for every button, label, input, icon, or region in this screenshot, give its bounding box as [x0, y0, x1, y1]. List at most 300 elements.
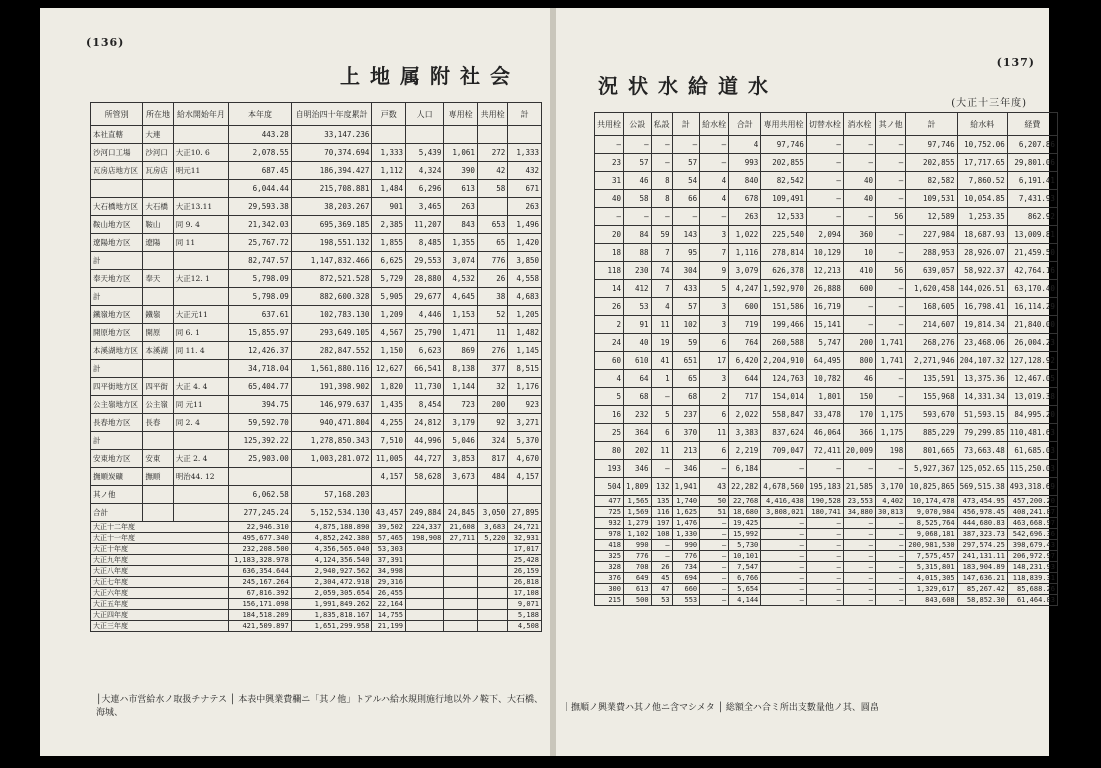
table-row	[595, 442, 1058, 460]
table-row	[91, 180, 542, 198]
table-cell: 869	[444, 342, 478, 360]
table-cell: 1,435	[372, 396, 406, 414]
column-header: 消水栓	[843, 113, 875, 136]
table-cell: —	[624, 208, 652, 226]
table-cell: 8,454	[406, 396, 444, 414]
table-cell: 263	[508, 198, 542, 216]
table-cell	[406, 544, 444, 555]
table-cell: 1,329,617	[906, 584, 957, 595]
table-cell: 25,767.72	[229, 234, 292, 252]
table-cell: —	[700, 584, 729, 595]
table-cell: 901	[372, 198, 406, 216]
table-cell: 60	[595, 352, 624, 370]
table-cell: 408,241.87	[1007, 507, 1057, 518]
table-cell: —	[806, 190, 843, 208]
table-cell: 184,518.209	[229, 610, 292, 621]
table-cell: 7,860.52	[957, 172, 1007, 190]
column-header: 計	[508, 103, 542, 126]
table-cell: 1,561,880.116	[291, 360, 372, 378]
year-row	[595, 584, 1058, 595]
table-cell: 5,315,801	[906, 562, 957, 573]
table-cell: 26,455	[372, 588, 406, 599]
table-cell: 3,170	[875, 478, 905, 496]
year-label: 大正十一年度	[91, 533, 229, 544]
table-cell: 288,953	[906, 244, 957, 262]
table-cell: 249,884	[406, 504, 444, 522]
table-cell: 542,696.36	[1007, 529, 1057, 540]
table-cell: 59	[672, 334, 700, 352]
table-cell: 85,688.26	[1007, 584, 1057, 595]
table-cell: —	[875, 540, 905, 551]
table-cell: 大石橋	[143, 198, 173, 216]
table-cell: 8	[651, 172, 672, 190]
table-cell: 4,683	[508, 288, 542, 306]
column-header: 共用栓	[477, 103, 507, 126]
table-cell: 186,394.427	[291, 162, 372, 180]
table-cell	[444, 577, 478, 588]
column-header: 自明治四十年度累計	[291, 103, 372, 126]
table-row	[595, 460, 1058, 478]
table-cell: 190,528	[806, 496, 843, 507]
year-row	[91, 577, 542, 588]
column-header: 人口	[406, 103, 444, 126]
table-cell: 364	[624, 424, 652, 442]
table-cell	[444, 599, 478, 610]
table-cell: 8,515	[508, 360, 542, 378]
table-cell: 16,798.41	[957, 298, 1007, 316]
page-title: 上地属附社会	[340, 64, 520, 88]
table-cell	[173, 126, 228, 144]
table-cell: 272	[477, 144, 507, 162]
table-cell: 432	[508, 162, 542, 180]
table-cell: 5	[595, 388, 624, 406]
table-cell: 21,840.00	[1007, 316, 1057, 334]
table-cell: 3	[700, 226, 729, 244]
table-cell: 263	[729, 208, 761, 226]
table-cell: 計	[91, 252, 143, 270]
table-cell: —	[806, 584, 843, 595]
table-cell: 1,801	[806, 388, 843, 406]
year-row	[595, 595, 1058, 606]
year-row	[91, 610, 542, 621]
table-cell: 43	[700, 478, 729, 496]
column-header: 給水料	[957, 113, 1007, 136]
table-cell: 6,062.58	[229, 486, 292, 504]
table-cell	[173, 288, 228, 306]
table-cell: 74	[651, 262, 672, 280]
table-cell: 1,278,850.343	[291, 432, 372, 450]
footnote: │大連ハ市営給水ノ取扱チナテス │ 本表中興業費欄ニ「其ノ他」トアルハ給水規則施行地以外ノ鞍下、大石橋、海城、	[96, 695, 543, 718]
table-cell	[477, 126, 507, 144]
table-cell: 21,342.03	[229, 216, 292, 234]
table-cell: 58	[624, 190, 652, 208]
table-cell: —	[700, 518, 729, 529]
table-cell: 16,719	[806, 298, 843, 316]
table-cell: —	[700, 551, 729, 562]
water-supply-table-right	[594, 112, 1058, 606]
table-cell	[291, 468, 372, 486]
table-cell: —	[875, 573, 905, 584]
table-cell: 85,267.42	[957, 584, 1007, 595]
table-cell: 639,057	[906, 262, 957, 280]
table-cell: 843	[444, 216, 478, 234]
table-row	[91, 126, 542, 144]
table-cell: 50	[700, 496, 729, 507]
table-cell: 170	[843, 406, 875, 424]
table-cell: 694	[672, 573, 700, 584]
table-cell: —	[875, 280, 905, 298]
table-cell: 4,247	[729, 280, 761, 298]
table-cell: —	[875, 154, 905, 172]
table-cell: 70,374.694	[291, 144, 372, 162]
table-cell: 4,670	[508, 450, 542, 468]
table-cell: 26	[651, 562, 672, 573]
table-cell: 278,814	[761, 244, 807, 262]
table-cell: 300	[595, 584, 624, 595]
table-cell: 59	[651, 226, 672, 244]
year-row	[595, 518, 1058, 529]
table-cell: 118,839.31	[1007, 573, 1057, 584]
table-cell: 安東	[143, 450, 173, 468]
table-cell: 56	[875, 208, 905, 226]
table-cell: 9	[700, 262, 729, 280]
table-cell: 108	[651, 529, 672, 540]
table-cell: 102,783.130	[291, 306, 372, 324]
table-cell: 29,553	[406, 252, 444, 270]
table-cell: —	[806, 208, 843, 226]
table-cell: 127,128.92	[1007, 352, 1057, 370]
table-cell: 214,607	[906, 316, 957, 334]
table-header-row	[595, 113, 1058, 136]
table-cell: 53,303	[372, 544, 406, 555]
table-cell	[173, 360, 228, 378]
table-row	[91, 162, 542, 180]
table-cell: 95	[672, 244, 700, 262]
table-cell: 990	[672, 540, 700, 551]
table-cell: 109,491	[761, 190, 807, 208]
table-cell: 5,370	[508, 432, 542, 450]
year-row	[91, 533, 542, 544]
table-cell	[372, 126, 406, 144]
table-cell: —	[651, 388, 672, 406]
table-cell: 6,184	[729, 460, 761, 478]
table-cell: 12,426.37	[229, 342, 292, 360]
table-cell: —	[651, 540, 672, 551]
table-cell: 484	[477, 468, 507, 486]
table-cell: 4,255	[372, 414, 406, 432]
table-cell: 其ノ他	[91, 486, 143, 504]
table-cell: 大正13.11	[173, 198, 228, 216]
table-cell: 10,101	[729, 551, 761, 562]
table-cell: 6,766	[729, 573, 761, 584]
table-cell: 15,855.97	[229, 324, 292, 342]
table-cell: 11	[700, 424, 729, 442]
table-cell: —	[806, 573, 843, 584]
table-row	[91, 414, 542, 432]
table-cell: 200	[477, 396, 507, 414]
table-cell: 44,727	[406, 450, 444, 468]
table-cell: 58,628	[406, 468, 444, 486]
table-cell: 263	[444, 198, 478, 216]
table-cell: 51	[700, 507, 729, 518]
table-cell: 200	[843, 334, 875, 352]
table-cell: 1,651,299.958	[291, 621, 372, 632]
table-cell: —	[843, 529, 875, 540]
table-cell: 58,852.30	[957, 595, 1007, 606]
table-cell: 26	[595, 298, 624, 316]
table-cell	[143, 504, 173, 522]
year-row	[91, 599, 542, 610]
table-cell: —	[651, 208, 672, 226]
table-cell: 22,946.310	[229, 522, 292, 533]
table-cell: 110,481.63	[1007, 424, 1057, 442]
table-cell: —	[672, 208, 700, 226]
table-cell: 57	[672, 154, 700, 172]
table-row	[595, 172, 1058, 190]
table-cell: 200,981,530	[906, 540, 957, 551]
table-cell: 10	[843, 244, 875, 262]
table-cell: 671	[508, 180, 542, 198]
table-cell: 17,108	[508, 588, 542, 599]
fiscal-year-label: (大正十三年度)	[951, 98, 1027, 109]
table-cell: 88	[624, 244, 652, 262]
table-cell: 3	[700, 298, 729, 316]
table-cell	[477, 610, 507, 621]
table-cell: 同 11. 4	[173, 342, 228, 360]
table-row	[91, 378, 542, 396]
table-cell: 12,213	[806, 262, 843, 280]
table-cell	[143, 360, 173, 378]
table-cell: 1,809	[624, 478, 652, 496]
table-cell: 計	[91, 432, 143, 450]
table-cell: 155,968	[906, 388, 957, 406]
table-cell: 29,677	[406, 288, 444, 306]
table-cell: 4	[651, 298, 672, 316]
table-cell: 1,175	[875, 424, 905, 442]
table-cell: 23,553	[843, 496, 875, 507]
table-cell: 5,188	[508, 610, 542, 621]
table-row	[595, 352, 1058, 370]
table-cell: 4,416,438	[761, 496, 807, 507]
table-cell: 215	[595, 595, 624, 606]
table-cell: 412	[624, 280, 652, 298]
table-cell: 12,467.05	[1007, 370, 1057, 388]
table-cell: 1,855	[372, 234, 406, 252]
table-cell: 3,074	[444, 252, 478, 270]
table-cell: —	[651, 136, 672, 154]
table-row	[91, 468, 542, 486]
table-cell: 4,875,188.890	[291, 522, 372, 533]
table-cell: 68	[624, 388, 652, 406]
table-cell: —	[843, 584, 875, 595]
table-cell: 2,022	[729, 406, 761, 424]
table-cell: 11	[651, 442, 672, 460]
table-cell: 同 11	[173, 234, 228, 252]
table-cell: 23	[595, 154, 624, 172]
table-cell: 346	[624, 460, 652, 478]
year-row	[595, 562, 1058, 573]
table-cell: 65	[672, 370, 700, 388]
table-cell: 800	[843, 352, 875, 370]
table-cell: 30,813	[875, 507, 905, 518]
table-cell: 7	[651, 244, 672, 262]
table-cell: 40	[595, 190, 624, 208]
table-cell: 4,567	[372, 324, 406, 342]
table-cell: 8,525,764	[906, 518, 957, 529]
table-row	[595, 136, 1058, 154]
table-cell: —	[761, 573, 807, 584]
table-cell: 13,009.81	[1007, 226, 1057, 244]
table-cell: 3,179	[444, 414, 478, 432]
table-cell: —	[595, 136, 624, 154]
table-cell	[173, 504, 228, 522]
table-cell: 1,835,818.167	[291, 610, 372, 621]
table-cell: 安東地方区	[91, 450, 143, 468]
year-label: 大正四年度	[91, 610, 229, 621]
table-row	[595, 226, 1058, 244]
table-cell: 撫順炭礦	[91, 468, 143, 486]
table-cell: 224,337	[406, 522, 444, 533]
table-cell	[477, 566, 507, 577]
table-row	[595, 154, 1058, 172]
table-cell: 6,623	[406, 342, 444, 360]
column-header: 合計	[729, 113, 761, 136]
table-cell: 215,708.881	[291, 180, 372, 198]
table-cell: 38,203.267	[291, 198, 372, 216]
table-cell: 1,183,328.978	[229, 555, 292, 566]
table-cell: 54	[672, 172, 700, 190]
table-cell	[477, 588, 507, 599]
table-cell	[143, 180, 173, 198]
table-cell: 26,818	[508, 577, 542, 588]
table-row	[595, 388, 1058, 406]
table-cell: 1,471	[444, 324, 478, 342]
table-cell: 1,176	[508, 378, 542, 396]
table-cell: —	[806, 460, 843, 478]
table-cell: 長春	[143, 414, 173, 432]
table-cell: 3,808,021	[761, 507, 807, 518]
table-cell: 同 2. 4	[173, 414, 228, 432]
table-cell	[173, 432, 228, 450]
table-row	[595, 424, 1058, 442]
table-cell: 29,801.06	[1007, 154, 1057, 172]
table-cell: 24,721	[508, 522, 542, 533]
table-cell: 801,665	[906, 442, 957, 460]
table-cell: 大正 4. 4	[173, 378, 228, 396]
table-cell: 6,625	[372, 252, 406, 270]
table-cell: 公主嶺	[143, 396, 173, 414]
table-cell: 45	[651, 573, 672, 584]
table-cell: —	[875, 370, 905, 388]
table-row	[91, 396, 542, 414]
table-cell: 大石橋地方区	[91, 198, 143, 216]
table-cell: 2,304,472.918	[291, 577, 372, 588]
table-cell	[173, 486, 228, 504]
table-cell: 410	[843, 262, 875, 280]
table-cell: 79,299.85	[957, 424, 1007, 442]
table-cell: 5	[651, 406, 672, 424]
table-cell: 17,017	[508, 544, 542, 555]
table-cell: —	[651, 460, 672, 478]
table-cell: 6,044.44	[229, 180, 292, 198]
table-cell: 5,747	[806, 334, 843, 352]
table-cell: 17	[700, 352, 729, 370]
table-cell: 5,905	[372, 288, 406, 306]
table-cell: 53	[624, 298, 652, 316]
table-cell: —	[843, 518, 875, 529]
table-cell: 34,718.04	[229, 360, 292, 378]
table-cell: 124,763	[761, 370, 807, 388]
table-cell: 193	[595, 460, 624, 478]
table-cell: 奉天	[143, 270, 173, 288]
table-cell: 1,205	[508, 306, 542, 324]
table-cell: 53	[651, 595, 672, 606]
table-cell: 11,730	[406, 378, 444, 396]
table-cell: 19	[651, 334, 672, 352]
table-cell: 6	[700, 442, 729, 460]
table-cell: 241,131.11	[957, 551, 1007, 562]
table-cell: 118	[595, 262, 624, 280]
table-cell: 4	[729, 136, 761, 154]
table-cell: 9,070,984	[906, 507, 957, 518]
table-cell: 25,428	[508, 555, 542, 566]
table-cell: 4,678,560	[761, 478, 807, 496]
table-cell: 10,825,865	[906, 478, 957, 496]
table-cell: —	[806, 529, 843, 540]
table-cell: —	[843, 573, 875, 584]
table-cell: 21,199	[372, 621, 406, 632]
table-cell: 613	[624, 584, 652, 595]
table-cell: 12,627	[372, 360, 406, 378]
table-cell	[406, 126, 444, 144]
table-cell: 20	[595, 226, 624, 244]
table-cell: 2,385	[372, 216, 406, 234]
table-cell: 146,979.637	[291, 396, 372, 414]
table-cell: —	[843, 316, 875, 334]
table-cell: 644	[729, 370, 761, 388]
table-cell: 653	[477, 216, 507, 234]
table-cell: 鐵嶺地方区	[91, 306, 143, 324]
table-cell: 3,850	[508, 252, 542, 270]
table-row	[595, 334, 1058, 352]
table-cell: 大正12. 1	[173, 270, 228, 288]
table-cell: 593,670	[906, 406, 957, 424]
table-cell: 72,411	[806, 442, 843, 460]
table-cell: 13,375.36	[957, 370, 1007, 388]
table-cell: 2	[595, 316, 624, 334]
table-cell: 57,168.203	[291, 486, 372, 504]
table-cell: 1,496	[508, 216, 542, 234]
table-cell: 遼陽	[143, 234, 173, 252]
table-cell: 63,170.40	[1007, 280, 1057, 298]
table-cell: 大正10. 6	[173, 144, 228, 162]
table-cell	[444, 610, 478, 621]
table-cell: 3,271	[508, 414, 542, 432]
table-cell: 82,747.57	[229, 252, 292, 270]
table-cell: 34,880	[843, 507, 875, 518]
table-cell: 14,755	[372, 610, 406, 621]
left-page	[40, 8, 550, 756]
table-cell: 97,746	[906, 136, 957, 154]
table-cell: 33,147.236	[291, 126, 372, 144]
table-cell: 5,798.09	[229, 270, 292, 288]
table-cell: 33,478	[806, 406, 843, 424]
table-cell: 719	[729, 316, 761, 334]
table-cell: 198	[875, 442, 905, 460]
table-cell: 154,014	[761, 388, 807, 406]
table-cell	[143, 288, 173, 306]
year-label: 大正六年度	[91, 588, 229, 599]
